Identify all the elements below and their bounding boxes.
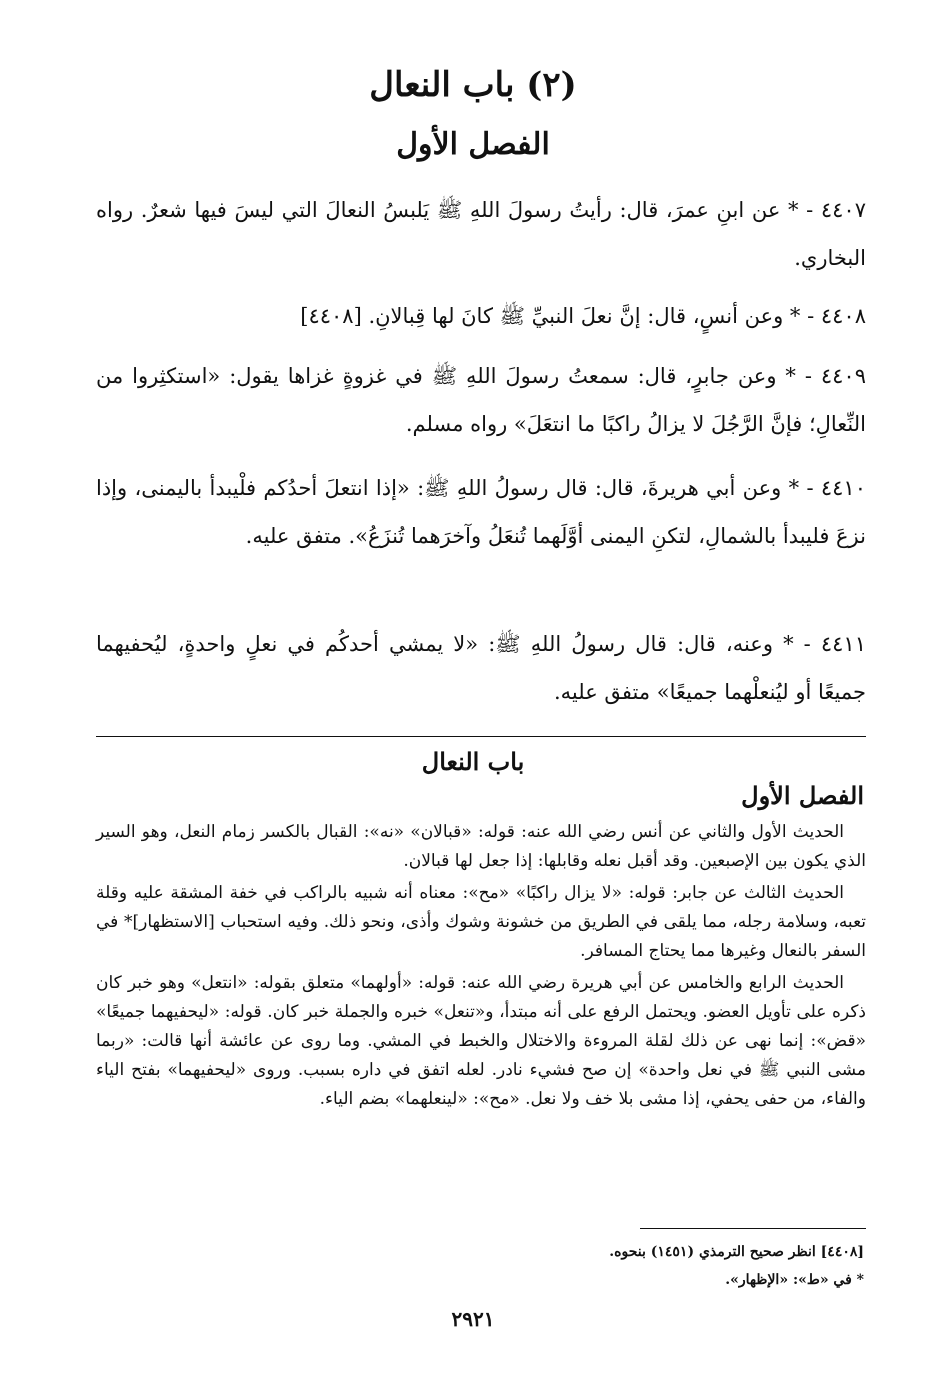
page-number: ٢٩٢١ xyxy=(451,1307,495,1331)
commentary-paragraph: الحديث الأول والثاني عن أنس رضي الله عنه: قوله: «قبالان» «نه»: القبال بالكسر زمام النعل، وهو السير الذي يكون بين الإصبعين. وقد أقبل نعله وقابلها: إذا جعل لها قبالان. xyxy=(96,822,866,871)
chapter-title: (٢) باب النعال xyxy=(369,65,577,105)
section-title: الفصل الأول xyxy=(396,127,550,162)
commentary-section-title: الفصل الأول xyxy=(741,781,864,810)
footnotes xyxy=(264,1238,864,1294)
footnote-asterisk: * في «ط»: «الإظهار». xyxy=(725,1272,864,1288)
footnote-4408: [٤٤٠٨] انظر صحيح الترمذي (١٤٥١) بنحوه. xyxy=(609,1244,864,1260)
commentary-heading: باب النعال xyxy=(421,747,525,776)
hadith-4409: ٤٤٠٩ - * وعن جابرٍ، قال: سمعتُ رسولَ اللهِ ﷺ في غزوةٍ غزاها يقول: «استكثِروا من النِّعالِ؛ فإنَّ الرَّجُلَ لا يزالُ راكبًا ما انتعَلَ» رواه مسلم. xyxy=(96,364,866,436)
hadith-4408: ٤٤٠٨ - * وعن أنسٍ، قال: إنَّ نعلَ النبيِّ ﷺ كانَ لها قِبالانِ. [٤٤٠٨] xyxy=(300,304,866,328)
commentary-paragraph: الحديث الرابع والخامس عن أبي هريرة رضي الله عنه: قوله: «أولهما» متعلق بقوله: «انتعل» وهو خبر كان ذكره على تأويل العضو. ويحتمل الرفع على أنه مبتدأ، و«تنعل» خبره والجملة خبر كان. قوله: «ليحفيهما جميعًا» «قض»: إنما نهى عن ذلك لقلة المروءة والاختلال والخبط في المشي. وما روى عن عائشة أنها قالت: «ربما مشى النبي ﷺ في نعل واحدة» إن صح فشيء نادر. لعله اتفق في داره بسبب. وروى «ليحفيهما» بفتح الياء والفاء، من حفى يحفي، إذا مشى بلا خف ولا نعل. «مح»: «لينعلهما» بضم الياء. xyxy=(96,973,866,1109)
footnote-rule xyxy=(640,1228,866,1229)
section-divider xyxy=(96,736,866,737)
commentary-body xyxy=(96,818,866,1117)
hadith-4407: ٤٤٠٧ - * عن ابنِ عمرَ، قال: رأيتُ رسولَ اللهِ ﷺ يَلبسُ النعالَ التي ليسَ فيها شعرٌ. رواه البخاري. xyxy=(96,198,866,270)
hadith-4411: ٤٤١١ - * وعنه، قال: قال رسولُ اللهِ ﷺ: «لا يمشي أحدكُم في نعلٍ واحدةٍ، ليُحفيهما جميعًا أو ليُنعلْهما جميعًا» متفق عليه. xyxy=(96,632,866,704)
hadith-4410: ٤٤١٠ - * وعن أبي هريرةَ، قال: قال رسولُ اللهِ ﷺ: «إذا انتعلَ أحدُكم فلْيبدأ باليمنى، وإذا نزعَ فليبدأ بالشمالِ، لتكنِ اليمنى أوَّلَهما تُنعَلُ وآخرَهما تُنزَعُ». متفق عليه. xyxy=(96,476,866,548)
commentary-paragraph: الحديث الثالث عن جابر: قوله: «لا يزال راكبًا» «مح»: معناه أنه شبيه بالراكب في خفة المشقة عليه وقلة تعبه، وسلامة رجله، مما يلقى في الطريق من خشونة وشوك وأذى، ونحو ذلك. وفيه استحباب [الاستظهار]* في السفر بالنعال وغيرها مما يحتاج المسافر. xyxy=(96,883,866,961)
